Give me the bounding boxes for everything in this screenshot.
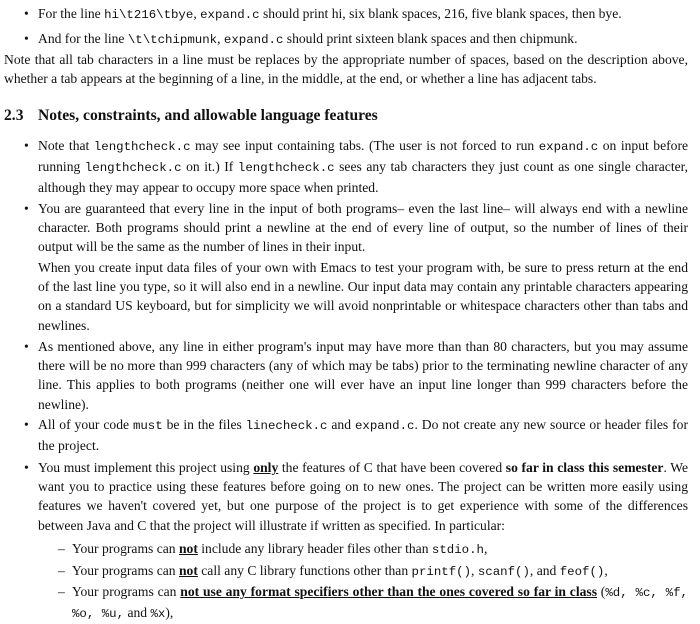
text: on input before running bbox=[38, 138, 689, 175]
code: hi\t216\tbye bbox=[104, 8, 194, 22]
sub-bullet-headers bbox=[58, 539, 688, 560]
text: Your programs can bbox=[72, 563, 179, 578]
text: , bbox=[193, 6, 201, 21]
code: lengthcheck.c bbox=[237, 161, 335, 176]
code: linecheck.c bbox=[245, 419, 328, 433]
text: ), bbox=[165, 605, 174, 621]
code: printf() bbox=[411, 565, 472, 579]
text: Your programs can bbox=[72, 584, 181, 599]
text: , bbox=[471, 563, 478, 578]
text: , bbox=[217, 31, 224, 46]
section-number: 2.3 bbox=[4, 107, 24, 124]
text: . Do not create any new source or header files for the project. bbox=[38, 417, 688, 454]
code: %d, %c, %f, %o, %u, bbox=[72, 586, 688, 622]
text: include any library header files other than bbox=[197, 541, 432, 556]
emphasis: not bbox=[178, 541, 198, 556]
text: Note that bbox=[38, 138, 94, 153]
sub-bullet-functions bbox=[58, 561, 688, 582]
emphasis: only bbox=[253, 460, 279, 475]
text: should print sixteen blank spaces and then chipmunk. bbox=[283, 31, 578, 46]
text: , and bbox=[529, 563, 560, 578]
code: scanf() bbox=[477, 565, 530, 579]
text: . We want you to practice using these features before going on to new ones. The project can be written more easily using features we haven't covered yet, but one purpose of the project is to get experience with some of the differences between Java and C that the project will illustrate if written as specified. In particular: bbox=[38, 460, 689, 533]
text: should print hi, six blank spaces, 216, five blank spaces, then bye. bbox=[259, 6, 622, 21]
tab-note-paragraph: Note that all tab characters in a line must be replaces by the appropriate number of spaces, based on the description above, whether a tab appears at the beginning of a line, in the middle, at the end, or whether a line has adjacent tabs. bbox=[4, 52, 688, 87]
text: , bbox=[604, 563, 608, 578]
text: and bbox=[327, 417, 355, 432]
code: feof() bbox=[559, 565, 605, 579]
code: expand.c bbox=[354, 419, 415, 433]
text: All of your code bbox=[38, 417, 133, 432]
text: and bbox=[124, 605, 151, 621]
section-heading bbox=[4, 106, 378, 125]
code: must bbox=[132, 419, 163, 433]
text: sees any tab characters they just count as one single character, although they may appear to occupy more space when printed. bbox=[38, 159, 689, 196]
code: lengthcheck.c bbox=[93, 140, 191, 154]
top-bullet-1 bbox=[24, 4, 688, 25]
bullet-files bbox=[24, 415, 688, 455]
text: call any C library functions other than bbox=[197, 563, 412, 578]
emphasis: not bbox=[178, 563, 198, 578]
top-bullet-2 bbox=[24, 29, 688, 50]
bullet-line-length: • As mentioned above, any line in either program's input may have more than than 80 characters, but you may assume there will be no more than 999 characters (any of which may be tabs) prior to the terminating newline character of any line. This applies to both programs (neither one will ever have an input line longer than 999 characters before the newline). bbox=[24, 337, 688, 414]
sub-bullet-format-specifiers bbox=[58, 582, 688, 624]
text: , bbox=[483, 541, 488, 556]
text: on it.) If bbox=[181, 159, 238, 175]
code: expand.c bbox=[223, 33, 284, 47]
text: And for the line bbox=[38, 31, 128, 46]
text: For the line bbox=[38, 6, 105, 21]
emphasis: not use any format specifiers other than the ones covered so far in class bbox=[180, 584, 597, 599]
code: stdio.h bbox=[431, 543, 484, 557]
section-title: Notes, constraints, and allowable language features bbox=[38, 107, 378, 124]
bullet-lengthcheck-tabs bbox=[24, 136, 688, 198]
text: be in the files bbox=[162, 417, 246, 432]
code: expand.c bbox=[538, 140, 599, 154]
emphasis: so far in class this semester bbox=[505, 460, 664, 475]
code: lengthcheck.c bbox=[84, 161, 182, 176]
text: may see input containing tabs. (The user is not forced to run bbox=[190, 138, 539, 153]
code: \t\tchipmunk bbox=[127, 33, 218, 47]
code: %x bbox=[150, 607, 166, 622]
code: expand.c bbox=[200, 8, 260, 22]
bullet-newline-guarantee: • You are guaranteed that every line in the input of both programs– even the last line– will always end with a newline character. Both programs should print a newline at the end of every line of output, so the number of lines of their output will be the same as the number of lines in their input. bbox=[24, 199, 688, 257]
text: the features of C that have been covered bbox=[278, 460, 506, 475]
bullet-allowed-features bbox=[24, 458, 688, 535]
text: You must implement this project using bbox=[38, 460, 254, 475]
text: Your programs can bbox=[72, 541, 179, 556]
text: ( bbox=[596, 584, 606, 599]
newline-continuation-paragraph: When you create input data files of your own with Emacs to test your program with, be sure to press return at the end of the last line you type, so it will also end in a newline. Our input data may contain any printable characters appearing on a standard US keyboard, but for simplicity we will avoid nonprintable or whitespace characters other than tabs and newlines. bbox=[38, 260, 688, 333]
